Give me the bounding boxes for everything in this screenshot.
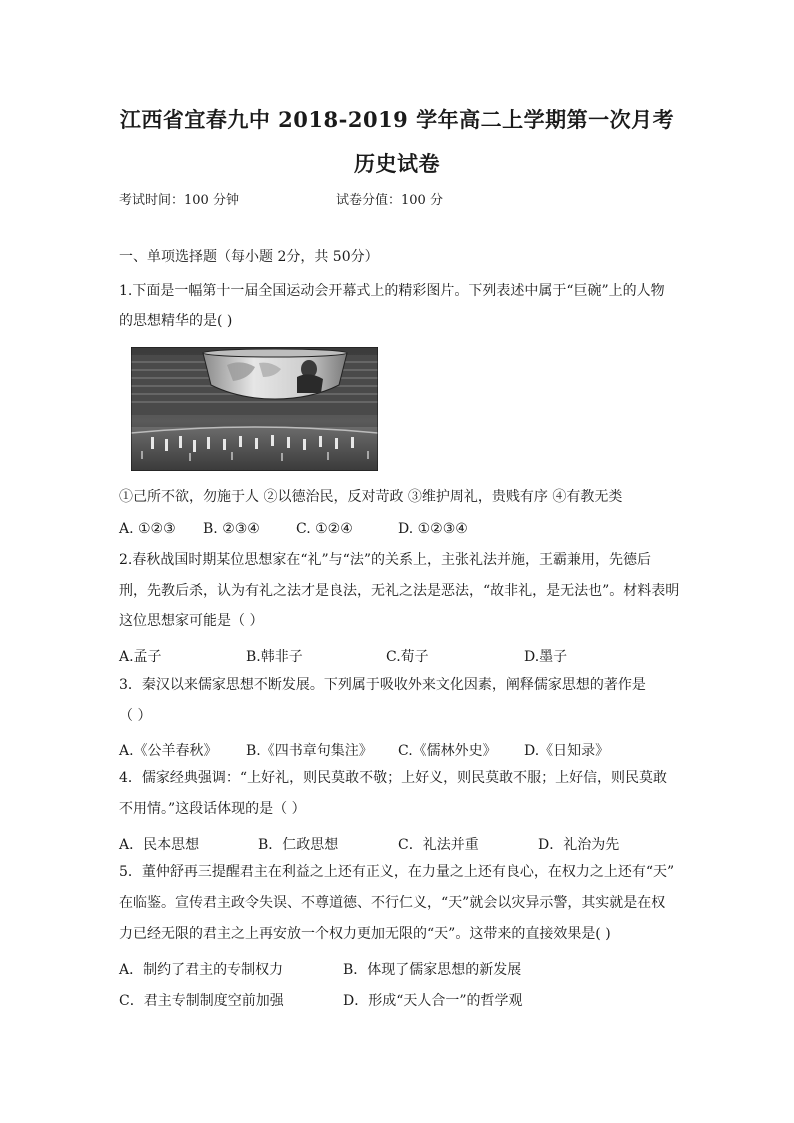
q5-option-c[interactable]: C．君主专制制度空前加强	[119, 993, 284, 1009]
q1-line-1: 1.下面是一幅第十一届全国运动会开幕式上的精彩图片。下列表述中属于“巨碗”上的人物	[119, 283, 665, 299]
q1-line-2: 的思想精华的是( )	[119, 313, 233, 329]
q3-line-1: 3．秦汉以来儒家思想不断发展。下列属于吸收外来文化因素，阐释儒家思想的著作是	[119, 677, 646, 693]
q1-option-d[interactable]: D. ①②③④	[398, 521, 468, 537]
q3-option-b[interactable]: B.《四书章句集注》	[246, 743, 373, 759]
full-score: 试卷分值：100 分	[336, 193, 443, 208]
q1-option-a[interactable]: A. ①②③	[119, 521, 176, 537]
q1-option-b[interactable]: B. ②③④	[203, 521, 260, 537]
q2-line-2: 刑，先教后杀，认为有礼之法才是良法，无礼之法是恶法，“故非礼，是无法也”。材料表明	[119, 583, 680, 599]
q1-option-c[interactable]: C. ①②④	[296, 521, 353, 537]
q4-option-c[interactable]: C．礼法并重	[398, 837, 479, 853]
q5-line-2: 在临鉴。宣传君主政令失误、不尊道德、不行仁义，“天”就会以灾异示警，其实就是在权	[119, 895, 666, 911]
q3-option-d[interactable]: D.《日知录》	[524, 743, 610, 759]
q4-line-2: 不用情。”这段话体现的是（ ）	[119, 801, 306, 817]
q4-option-a[interactable]: A．民本思想	[119, 837, 200, 853]
q2-option-d[interactable]: D.墨子	[524, 649, 568, 665]
exam-time: 考试时间：100 分钟	[119, 193, 239, 208]
q5-option-a[interactable]: A．制约了君主的专制权力	[119, 962, 284, 978]
section-heading: 一、单项选择题（每小题 2分，共 50分）	[119, 249, 379, 265]
q4-option-d[interactable]: D．礼治为先	[538, 837, 620, 853]
q1-statements: ①己所不欲，勿施于人 ②以德治民，反对苛政 ③维护周礼，贵贱有序 ④有教无类	[119, 489, 623, 505]
opening-ceremony-photo	[131, 347, 378, 471]
q5-option-d[interactable]: D．形成“天人合一”的哲学观	[343, 993, 523, 1009]
exam-title: 江西省宜春九中 2018-2019 学年高二上学期第一次月考	[119, 107, 675, 132]
q2-line-3: 这位思想家可能是（ ）	[119, 613, 264, 629]
q2-option-b[interactable]: B.韩非子	[246, 649, 303, 665]
q2-line-1: 2.春秋战国时期某位思想家在“礼”与“法”的关系上，主张礼法并施，王霸兼用，先德后	[119, 552, 651, 568]
q5-option-b[interactable]: B．体现了儒家思想的新发展	[343, 962, 522, 978]
q4-line-1: 4．儒家经典强调：“上好礼，则民莫敢不敬；上好义，则民莫敢不服；上好信，则民莫敢	[119, 770, 668, 786]
q5-line-3: 力已经无限的君主之上再安放一个权力更加无限的“天”。这带来的直接效果是( )	[119, 926, 611, 942]
q5-line-1: 5．董仲舒再三提醒君主在利益之上还有正义，在力量之上还有良心，在权力之上还有“天”	[119, 864, 675, 880]
q3-option-c[interactable]: C.《儒林外史》	[398, 743, 497, 759]
q4-option-b[interactable]: B．仁政思想	[258, 837, 339, 853]
q3-line-2: （ ）	[119, 708, 152, 724]
q2-option-c[interactable]: C.荀子	[386, 649, 429, 665]
q2-option-a[interactable]: A.孟子	[119, 649, 162, 665]
exam-subtitle: 历史试卷	[354, 151, 440, 176]
q3-option-a[interactable]: A.《公羊春秋》	[119, 743, 218, 759]
